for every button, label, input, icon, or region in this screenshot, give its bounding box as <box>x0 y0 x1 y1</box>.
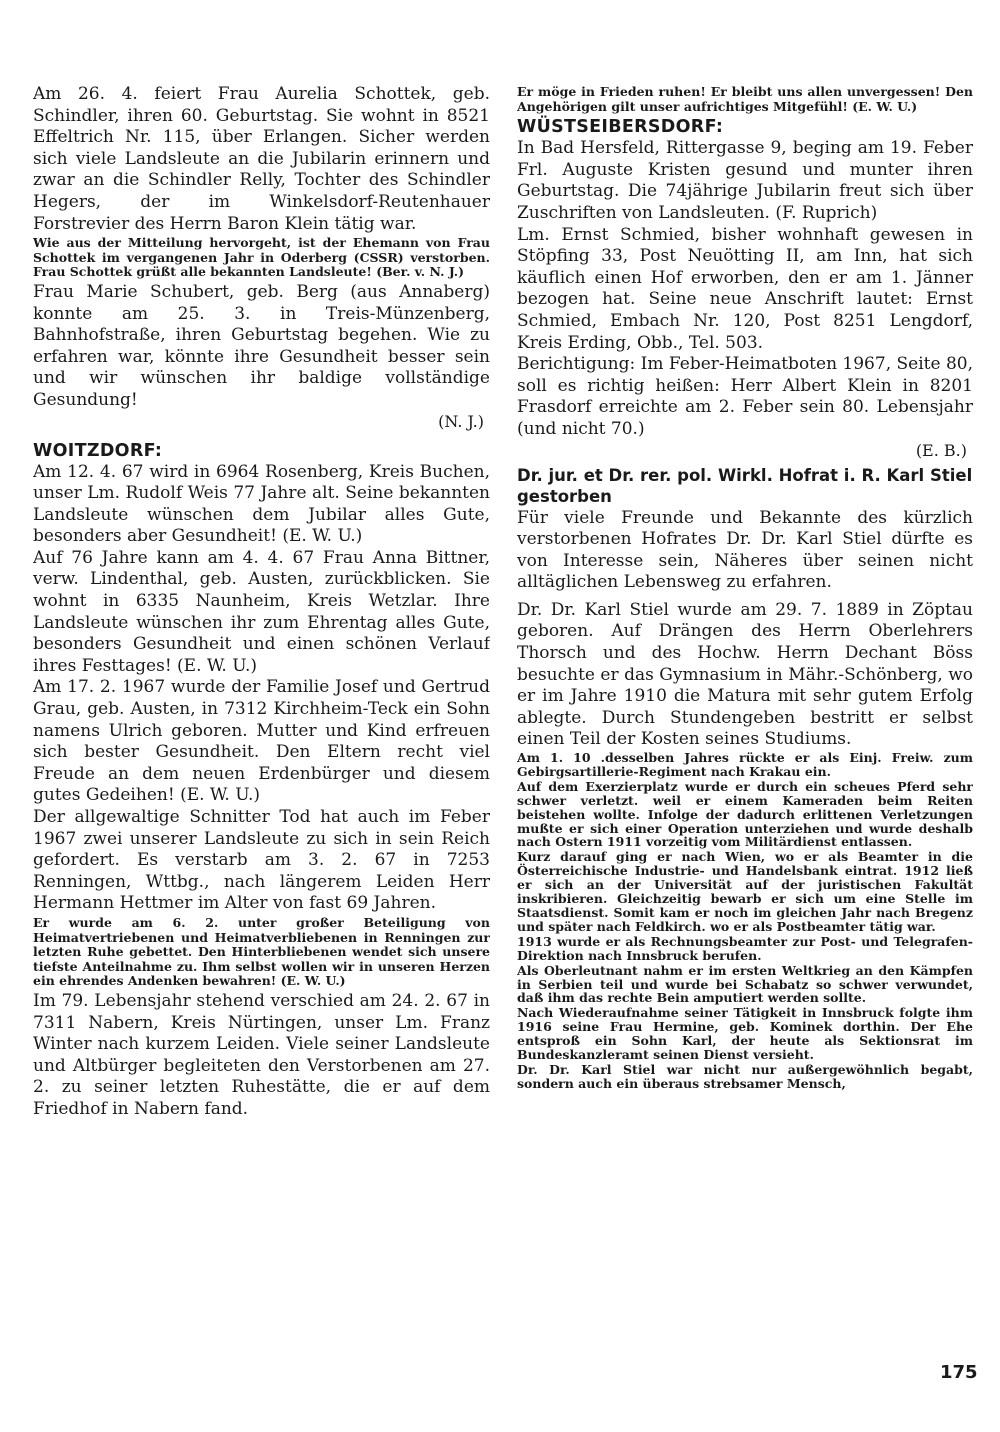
article-text: Der allgewaltige Schnitter Tod hat auch im Feber 1967 zwei unserer Landsleute zu sich in sein Reich gefordert. Es verstarb am 3. 2. 67 in 7253 Renningen, Wttbg., nach längerem Leiden Herr Hermann Hettmer im Alter von fast 69 Jahren. <box>33 807 490 914</box>
article-text: Für viele Freunde und Bekannte des kürzlich verstorbenen Hofrates Dr. Dr. Karl Stiel dürfte es von Interesse sein, Näheres über seinen nicht alltäglichen Lebensweg zu erfahren. <box>517 507 973 593</box>
obituary-title: Dr. jur. et Dr. rer. pol. Wirkl. Hofrat i. R. Karl Stiel gestorben <box>517 465 973 506</box>
right-column <box>517 84 973 1092</box>
article-text: Im 79. Lebensjahr stehend verschied am 24. 2. 67 in 7311 Nabern, Kreis Nürtingen, unser Lm. Franz Winter nach kurzem Leiden. Viele seiner Landsleute und Altbürger begleiteten den Verstorbenen am 27. 2. zu seiner letzten Ruhestätte, die er auf dem Friedhof in Nabern fand. <box>33 990 490 1119</box>
article-note: Auf dem Exerzierplatz wurde er durch ein scheues Pferd sehr schwer verletzt. weil er einem Kameraden beim Reiten beistehen wollte. Infolge der dadurch erlittenen Verletzungen mußte er sich einer Operation unterziehen und wurde deshalb nach Ostern 1911 vorzeitig vom Militärdienst entlassen. <box>517 778 973 850</box>
article-text: Am 17. 2. 1967 wurde der Familie Josef und Gertrud Grau, geb. Austen, in 7312 Kirchheim-Teck ein Sohn namens Ulrich geboren. Mutter und Kind erfreuen sich bester Gesundheit. Den Eltern recht viel Freude an dem neuen Erdenbürger und diesem gutes Gedeihen! (E. W. U.) <box>33 677 490 806</box>
article-text: Berichtigung: Im Feber-Heimatboten 1967, Seite 80, soll es richtig heißen: Herr Albert Klein in 8201 Frasdorf erreichte am 2. Feber sein 80. Lebensjahr (und nicht 70.) <box>517 354 973 439</box>
left-column <box>33 84 490 1121</box>
article-note: Als Oberleutnant nahm er im ersten Weltkrieg an den Kämpfen in Serbien teil und wurde bei Schabatz so schwer verwundet, daß ihm das rechte Bein amputiert werden sollte. <box>517 962 973 1006</box>
article-text: Lm. Ernst Schmied, bisher wohnhaft gewesen in Stöpfing 33, Post Neuötting II, am Inn, hat sich käuflich einen Hof erworben, den er am 1. Jänner bezogen hat. Seine neue Anschrift lautet: Ernst Schmied, Embach Nr. 120, Post 8251 Lengdorf, Kreis Erding, Obb., Tel. 503. <box>517 224 973 353</box>
article-note: Nach Wiederaufnahme seiner Tätigkeit in Innsbruck folgte ihm 1916 seine Frau Hermine, geb. Kominek dorthin. Der Ehe entsproß ein Sohn Karl, der heute als Sektionsrat im Bundeskanzleramt seinen Dienst versieht. <box>517 1005 973 1063</box>
author-signature: (N. J.) <box>438 411 484 431</box>
page-number: 175 <box>940 1362 978 1383</box>
article-text: Am 26. 4. feiert Frau Aurelia Schottek, geb. Schindler, ihren 60. Geburtstag. Sie wohnt in 8521 Effeltrich Nr. 115, über Erlangen. Sicher werden sich viele Landsleute an die Jubilarin erinnern und zwar an die Schindler Relly, Tochter des Schindler Hegers, der im Winkelsdorf-Reutenhauer Forstrevier des Herrn Baron Klein tätig war. <box>33 84 490 234</box>
article-text: Auf 76 Jahre kann am 4. 4. 67 Frau Anna Bittner, verw. Lindenthal, geb. Austen, zurückblicken. Sie wohnt in 6335 Naunheim, Kreis Wetzlar. Ihre Landsleute wünschen ihr zum Ehrentag alles Gute, besonders Gesundheit und einen schönen Verlauf ihres Festtages! (E. W. U.) <box>33 547 490 676</box>
article-text: Am 12. 4. 67 wird in 6964 Rosenberg, Kreis Buchen, unser Lm. Rudolf Weis 77 Jahre alt. Seine bekannten Landsleute wünschen dem Jubilar alles Gute, besonders aber Gesundheit! (E. W. U.) <box>33 461 490 547</box>
article-text: In Bad Hersfeld, Rittergasse 9, beging am 19. Feber Frl. Auguste Kristen gesund und munter ihren Geburtstag. Die 74jährige Jubilarin freut sich über Zuschriften von Landsleuten. (F. Ruprich) <box>517 138 973 223</box>
author-signature: (E. B.) <box>915 440 967 460</box>
article-text: Dr. Dr. Karl Stiel wurde am 29. 7. 1889 in Zöptau geboren. Auf Drängen des Herrn Oberlehrers Thorsch und des Hochw. Herrn Dechant Böss besuchte er das Gymnasium in Mähr.-Schönberg, wo er im Jahre 1910 die Matura mit sehr gutem Erfolg ablegte. Durch Stundengeben bestritt er selbst einen Teil der Kosten seines Studiums. <box>517 599 973 750</box>
article-note: Er möge in Frieden ruhen! Er bleibt uns allen unvergessen! Den Angehörigen gilt unser aufrichtiges Mitgefühl! (E. W. U.) <box>517 84 973 114</box>
article-note: 1913 wurde er als Rechnungsbeamter zur Post- und Telegrafen-Direktion nach Innsbruck berufen. <box>517 933 973 963</box>
article-note: Kurz darauf ging er nach Wien, wo er als Beamter in die Österreichische Industrie- und Handelsbank eintrat. 1912 ließ er sich an der Universität auf der juristischen Fakultät inskribieren. Gleichzeitig bewarb er sich um eine Stelle im Staatsdienst. Somit kam er noch im gleichen Jahr nach Bregenz und später nach Feldkirch. wo er als Postbeamter tätig war. <box>517 849 973 934</box>
article-note: Am 1. 10 .desselben Jahres rückte er als Einj. Freiw. zum Gebirgsartillerie-Regiment nach Krakau ein. <box>517 750 973 779</box>
section-heading: WÜSTSEIBERSDORF: <box>517 117 724 138</box>
article-note: Dr. Dr. Karl Stiel war nicht nur außergewöhnlich begabt, sondern auch ein überaus strebsamer Mensch, <box>517 1061 973 1091</box>
article-text: Frau Marie Schubert, geb. Berg (aus Annaberg) konnte am 25. 3. in Treis-Münzenberg, Bahnhofstraße, ihren Geburtstag begehen. Wie zu erfahren war, könnte ihre Gesundheit besser sein und wir wünschen ihr baldige vollständige Gesundung! <box>33 281 490 410</box>
article-note: Er wurde am 6. 2. unter großer Beteiligung von Heimatvertriebenen und Heimatverbliebenen in Renningen zur letzten Ruhe gebettet. Den Hinterbliebenen wendet sich unsere tiefste Anteilnahme zu. Ihm selbst wollen wir in unseren Herzen ein ehrendes Andenken bewahren! (E. W. U.) <box>33 914 490 989</box>
section-heading: WOITZDORF: <box>33 440 163 461</box>
article-note: Wie aus der Mitteilung hervorgeht, ist der Ehemann von Frau Schottek im vergangenen Jahr in Oderberg (CSSR) verstorben. Frau Schottek grüßt alle bekannten Landsleute! (Ber. v. N. J.) <box>33 235 490 280</box>
